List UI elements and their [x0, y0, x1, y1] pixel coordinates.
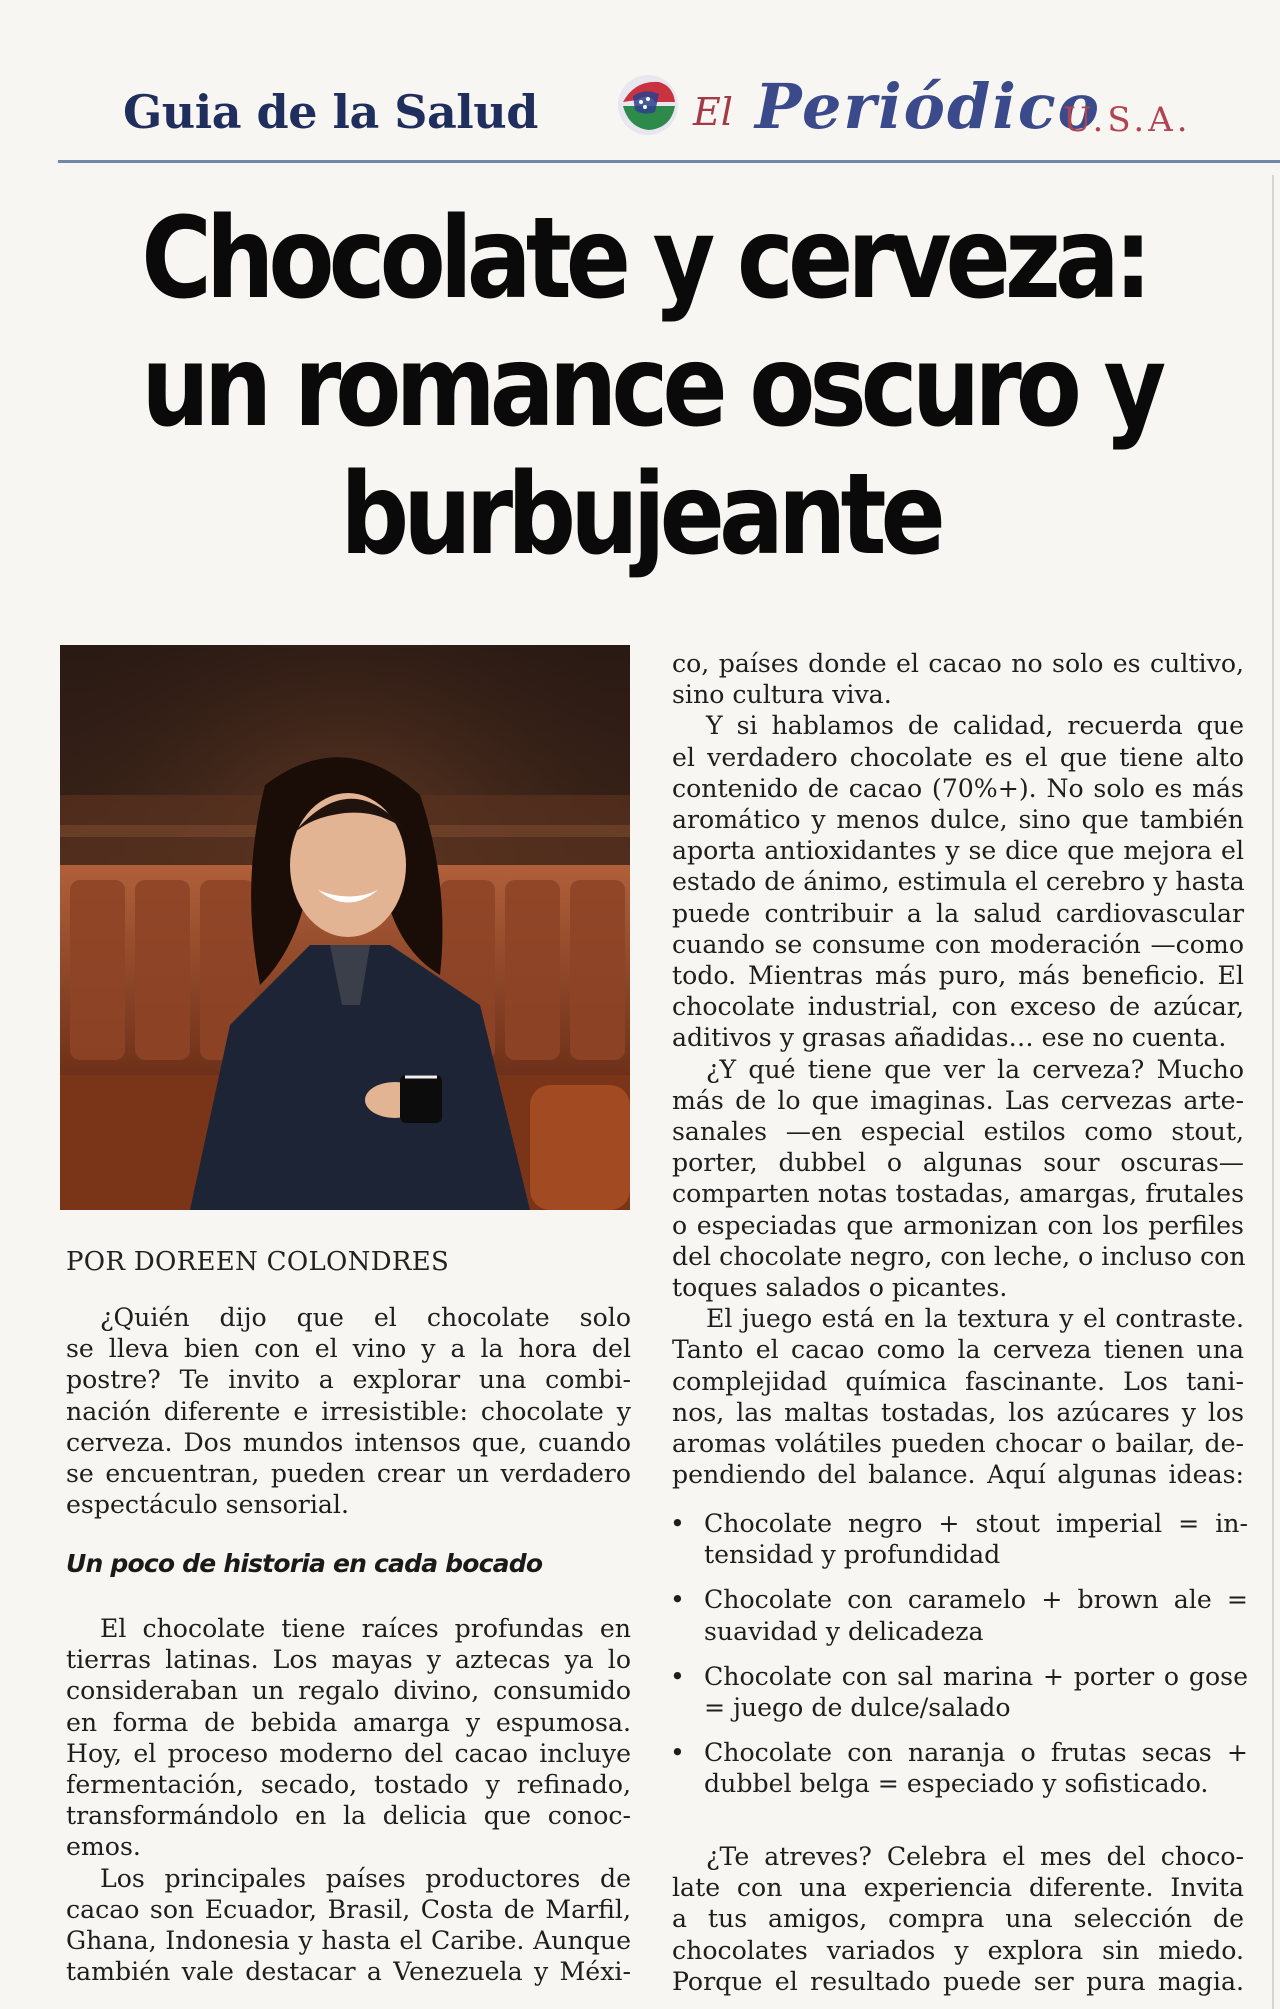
list-item	[668, 1661, 1248, 1723]
text-line: el verdadero chocolate es el que tiene alto	[672, 742, 1244, 772]
list-item	[668, 1508, 1248, 1570]
text-line: = juego de dulce/salado	[704, 1693, 1011, 1723]
text-line: cacao son Ecuador, Brasil, Costa de Marfil,	[66, 1894, 631, 1924]
text-line: complejidad química fascinante. Los tani-	[672, 1366, 1244, 1396]
text-line: se lleva bien con el vino y a la hora del	[66, 1334, 631, 1364]
text-line: en forma de bebida amarga y espumosa.	[66, 1707, 631, 1737]
text-line: tierras latinas. Los mayas y aztecas ya lo	[66, 1645, 631, 1675]
headline-line: Chocolate y cerveza:	[141, 194, 1147, 324]
pairing-list	[668, 1508, 1248, 1814]
logo-title: Periódico	[755, 70, 1101, 143]
bullet-marker: •	[670, 1661, 685, 1691]
list-item	[668, 1737, 1248, 1799]
logo-emblem-icon	[615, 72, 681, 138]
intro-paragraph	[66, 1302, 631, 1520]
closing-paragraph	[672, 1841, 1244, 1997]
headline-line: burbujeante	[340, 450, 940, 580]
bullet-marker: •	[670, 1509, 685, 1538]
byline: POR DOREEN COLONDRES	[66, 1247, 450, 1277]
text-line: consideraban un regalo divino, consumido	[66, 1676, 631, 1706]
text-line: o especiadas que armonizan con los perfiles	[672, 1210, 1244, 1240]
author-photo	[60, 645, 630, 1210]
text-line: ¿Te atreves? Celebra el mes del choco-	[706, 1842, 1244, 1871]
text-line: suavidad y delicadeza	[704, 1616, 984, 1646]
text-line: toques salados o picantes.	[672, 1273, 1008, 1303]
masthead-rule	[58, 160, 1280, 163]
text-line: Chocolate con caramelo + brown ale =	[704, 1585, 1248, 1615]
text-line: del chocolate negro, con leche, o incluso con	[672, 1241, 1246, 1271]
text-line: a tus amigos, compra una selección de	[672, 1904, 1244, 1934]
headline	[141, 194, 1161, 580]
text-line: transformándolo en la delicia que conoc-	[66, 1801, 631, 1831]
text-line: El juego está en la textura y el contraste.	[706, 1304, 1244, 1334]
text-line: puede contribuir a la salud cardiovascular	[672, 898, 1244, 928]
text-line: se encuentran, pueden crear un verdadero	[66, 1459, 631, 1489]
text-line: tensidad y profundidad	[704, 1540, 1001, 1570]
text-line: cerveza. Dos mundos intensos que, cuando	[66, 1427, 631, 1457]
text-line: pendiendo del balance. Aquí algunas ideas:	[672, 1460, 1244, 1490]
text-line: aromático y menos dulce, sino que también	[672, 805, 1244, 835]
right-column-text	[672, 648, 1244, 1490]
text-line: El chocolate tiene raíces profundas en	[100, 1614, 631, 1643]
text-line: postre? Te invito a explorar una combi-	[66, 1365, 631, 1395]
section-subhead: Un poco de historia en cada bocado	[66, 1549, 543, 1578]
page-edge-rule	[1272, 175, 1274, 2009]
text-line: Chocolate con sal marina + porter o gose	[704, 1661, 1248, 1691]
text-line: co, países donde el cacao no solo es cultivo,	[672, 649, 1244, 678]
text-line: emos.	[66, 1832, 141, 1862]
text-line: ¿Quién dijo que el chocolate solo	[100, 1303, 631, 1332]
bullet-marker: •	[670, 1738, 685, 1768]
text-line: Tanto el cacao como la cerveza tienen una	[672, 1335, 1244, 1365]
bullet-marker: •	[670, 1585, 685, 1615]
text-line: Los principales países productores de	[100, 1863, 631, 1893]
text-line: todo. Mientras más puro, más beneficio. El	[672, 961, 1244, 991]
headline-line: un romance oscuro y	[141, 322, 1161, 452]
text-line: nos, las maltas tostadas, los azúcares y los	[672, 1397, 1244, 1427]
text-line: aromas volátiles pueden chocar o bailar, de-	[672, 1429, 1244, 1459]
text-line: porter, dubbel o algunas sour oscuras—	[672, 1148, 1244, 1178]
text-line: chocolate industrial, con exceso de azúcar,	[672, 992, 1244, 1022]
text-line: aditivos y grasas añadidas… ese no cuenta.	[672, 1023, 1227, 1053]
text-line: fermentación, secado, tostado y refinado,	[66, 1770, 631, 1800]
text-line: nación diferente e irresistible: chocolate y	[66, 1396, 631, 1426]
text-line: Chocolate negro + stout imperial = in-	[704, 1509, 1248, 1538]
text-line: espectáculo sensorial.	[66, 1490, 349, 1520]
masthead	[0, 0, 1280, 165]
text-line: sanales —en especial estilos como stout,	[672, 1117, 1244, 1147]
text-line: Hoy, el proceso moderno del cacao incluye	[66, 1738, 631, 1768]
list-item	[668, 1584, 1248, 1646]
text-line: sino cultura viva.	[672, 680, 892, 710]
history-paragraphs	[66, 1613, 631, 1987]
text-line: Porque el resultado puede ser pura magia.	[672, 1966, 1244, 1996]
text-line: cuando se consume con moderación —como	[672, 929, 1244, 959]
text-line: estado de ánimo, estimula el cerebro y hasta	[672, 867, 1245, 897]
logo-subtitle: U.S.A.	[1063, 100, 1192, 140]
text-line: dubbel belga = especiado y sofisticado.	[704, 1769, 1209, 1799]
text-line: ¿Y qué tiene que ver la cerveza? Mucho	[706, 1054, 1244, 1084]
logo-el: El	[693, 90, 733, 134]
text-line: aporta antioxidantes y se dice que mejora el	[672, 836, 1244, 866]
text-line: Chocolate con naranja o frutas secas +	[704, 1738, 1248, 1768]
text-line: más de lo que imaginas. Las cervezas arte-	[672, 1085, 1244, 1115]
text-line: comparten notas tostadas, amargas, frutales	[672, 1179, 1244, 1209]
text-line: chocolates variados y explora sin miedo.	[672, 1935, 1244, 1965]
text-line: contenido de cacao (70%+). No solo es más	[672, 773, 1244, 803]
text-line: Y si hablamos de calidad, recuerda que	[706, 711, 1244, 741]
text-line: también vale destacar a Venezuela y Méxi-	[66, 1957, 631, 1987]
newspaper-logo	[615, 70, 1215, 150]
text-line: Ghana, Indonesia y hasta el Caribe. Aunque	[66, 1926, 631, 1956]
section-name: Guia de la Salud	[123, 85, 538, 139]
text-line: late con una experiencia diferente. Invita	[672, 1873, 1244, 1903]
